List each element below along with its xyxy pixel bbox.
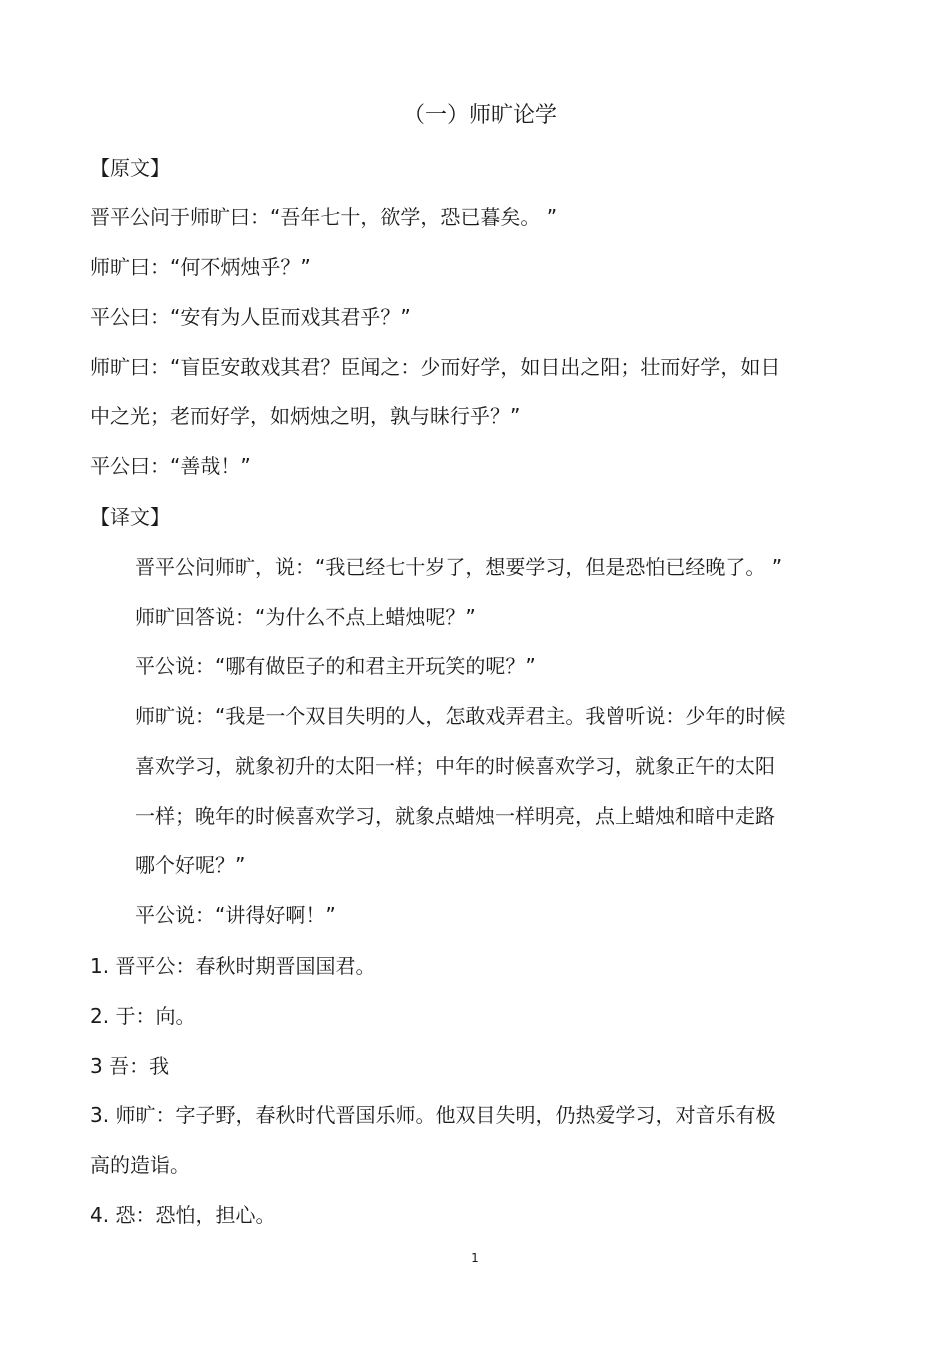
page-number: 1: [471, 1251, 479, 1265]
translation-heading: 【译文】: [90, 505, 170, 529]
translation-line: 晋平公问师旷，说：“我已经七十岁了，想要学习，但是恐怕已经晚了。 ”: [135, 555, 783, 579]
note-line: 1. 晋平公：春秋时期晋国国君。: [90, 954, 376, 978]
note-line: 4. 恐：恐怕，担心。: [90, 1203, 276, 1227]
translation-line: 哪个好呢？”: [135, 853, 246, 877]
original-line: 中之光；老而好学，如炳烛之明，孰与昧行乎？”: [90, 404, 521, 428]
note-line: 2. 于：向。: [90, 1004, 196, 1028]
translation-line: 一样；晚年的时候喜欢学习，就象点蜡烛一样明亮，点上蜡烛和暗中走路: [135, 804, 775, 828]
translation-line: 师旷回答说：“为什么不点上蜡烛呢？”: [135, 605, 476, 629]
original-line: 师旷曰：“盲臣安敢戏其君？臣闻之：少而好学，如日出之阳；壮而好学，如日: [90, 355, 781, 379]
page-title: （一）师旷论学: [402, 103, 557, 128]
translation-line: 平公说：“讲得好啊！”: [135, 903, 336, 927]
translation-line: 平公说：“哪有做臣子的和君主开玩笑的呢？”: [135, 654, 536, 678]
original-line: 平公曰：“安有为人臣而戏其君乎？”: [90, 305, 411, 329]
note-line: 3. 师旷：字子野，春秋时代晋国乐师。他双目失明，仍热爱学习，对音乐有极: [90, 1103, 776, 1127]
translation-line: 喜欢学习，就象初升的太阳一样；中年的时候喜欢学习，就象正午的太阳: [135, 754, 775, 778]
original-line: 师旷曰：“何不炳烛乎？”: [90, 255, 311, 279]
note-line: 3 吾：我: [90, 1054, 170, 1078]
note-line: 高的造诣。: [90, 1153, 190, 1177]
original-line: 平公曰：“善哉！”: [90, 454, 251, 478]
original-heading: 【原文】: [90, 156, 170, 180]
original-line: 晋平公问于师旷曰：“吾年七十，欲学，恐已暮矣。 ”: [90, 205, 558, 229]
translation-line: 师旷说：“我是一个双目失明的人，怎敢戏弄君主。我曾听说：少年的时候: [135, 704, 786, 728]
